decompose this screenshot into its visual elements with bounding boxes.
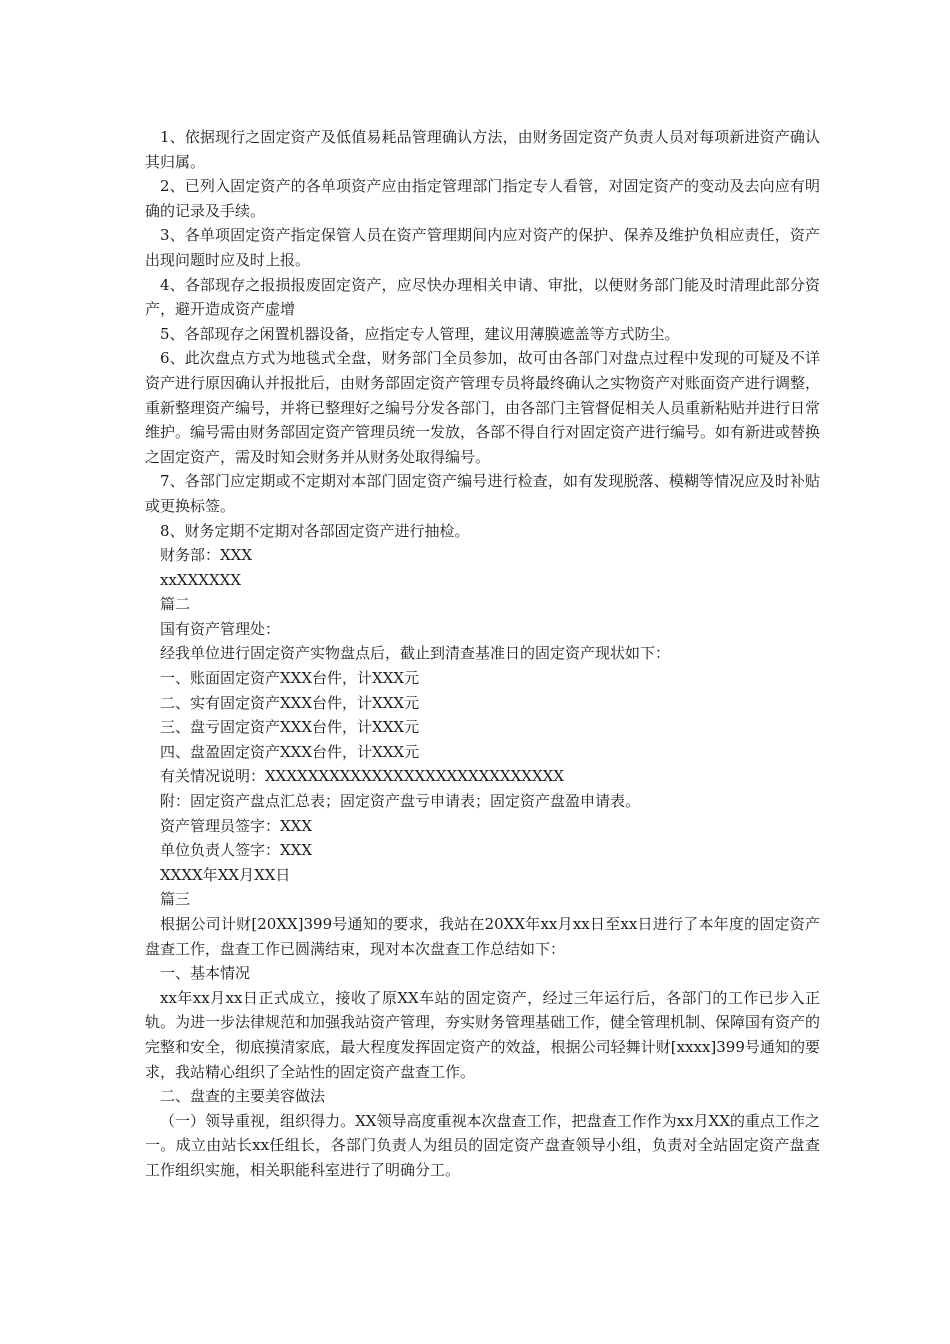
section-heading-3: 篇三: [160, 890, 191, 909]
paragraph-rule-5: 5、各部现存之闲置机器设备，应指定专人管理，建议用薄膜遮盖等方式防尘。: [160, 324, 680, 343]
signature-unit-head: 单位负责人签字：XXX: [160, 841, 313, 860]
document-body: [145, 125, 820, 1183]
paragraph-rule-1: 1、依据现行之固定资产及低值易耗品管理确认方法，由财务固定资产负责人员对每项新进资产确认其归属。: [145, 128, 820, 171]
paragraph-rule-2: 2、已列入固定资产的各单项资产应由指定管理部门指定专人看管，对固定资产的变动及去向应有明确的记录及手续。: [145, 177, 820, 220]
summary-intro: 根据公司计财[20XX]399号通知的要求，我站在20XX年xx月xx日至xx日进行了本年度的固定资产盘查工作，盘查工作已圆满结束，现对本次盘查工作总结如下：: [145, 915, 820, 958]
subheading-basic-situation: 一、基本情况: [160, 964, 251, 983]
paragraph-rule-7: 7、各部门应定期或不定期对本部门固定资产编号进行检查，如有发现脱落、模糊等情况应及时补贴或更换标签。: [145, 472, 820, 515]
signature-asset-admin: 资产管理员签字：XXX: [160, 816, 313, 835]
section-heading-2: 篇二: [160, 595, 191, 614]
report-item-actual: 二、实有固定资产XXX台件，计XXX元: [160, 693, 420, 712]
signature-date-1: xxXXXXXX: [160, 570, 241, 589]
paragraph-rule-4: 4、各部现存之报损报废固定资产，应尽快办理相关申请、审批，以便财务部门能及时清理此部分资产，避开造成资产虚增: [145, 275, 820, 319]
paragraph-rule-6: 6、此次盘点方式为地毯式全盘，财务部门全员参加，故可由各部门对盘点过程中发现的可疑及不详资产进行原因确认并报批后，由财务部固定资产管理专员将最终确认之实物资产对账面资产进行调整，重新整理资产编号，并将已整理好之编号分发各部门，由各部门主管督促相关人员重新粘贴并进行日常维护。编号需由财务部固定资产管理员统一发放，各部不得自行对固定资产进行编号。如有新进或替换之固定资产，需及时知会财务并从财务处取得编号。: [145, 349, 821, 466]
report-item-surplus: 四、盘盈固定资产XXX台件，计XXX元: [160, 742, 420, 761]
signature-finance-dept: 财务部：XXX: [160, 546, 253, 565]
salutation: 国有资产管理处：: [160, 619, 281, 638]
main-methods-item-1: （一）领导重视，组织得力。XX领导高度重视本次盘查工作，把盘查工作作为xx月XX的重点工作之一。成立由站长xx任组长，各部门负责人为组员的固定资产盘查领导小组，负责对全站固定资产盘查工作组织实施，相关职能科室进行了明确分工。: [145, 1111, 820, 1179]
report-item-book: 一、账面固定资产XXX台件，计XXX元: [160, 669, 420, 688]
subheading-main-methods: 二、盘查的主要美容做法: [160, 1087, 326, 1106]
paragraph-rule-3: 3、各单项固定资产指定保管人员在资产管理期间内应对资产的保护、保养及维护负相应责任，资产出现问题时应及时上报。: [145, 226, 820, 269]
report-attachments: 附：固定资产盘点汇总表；固定资产盘亏申请表；固定资产盘盈申请表。: [160, 792, 641, 811]
paragraph-rule-8: 8、财务定期不定期对各部固定资产进行抽检。: [160, 521, 470, 540]
report-item-loss: 三、盘亏固定资产XXX台件，计XXX元: [160, 718, 420, 737]
signature-date-2: XXXX年XX月XX日: [160, 865, 291, 884]
basic-situation-body: xx年xx月xx日正式成立，接收了原XX车站的固定资产，经过三年运行后，各部门的工作已步入正轨。为进一步法律规范和加强我站资产管理，夯实财务管理基础工作，健全管理机制、保障国有资产的完整和安全，彻底摸清家底，最大程度发挥固定资产的效益，根据公司轻舞计财[xxxx]399号通知的要求，我站精心组织了全站性的固定资产盘查工作。: [145, 988, 821, 1081]
report-intro: 经我单位进行固定资产实物盘点后，截止到清查基准日的固定资产现状如下：: [160, 644, 671, 663]
report-explanation: 有关情况说明：XXXXXXXXXXXXXXXXXXXXXXXXXXXX: [160, 767, 565, 786]
